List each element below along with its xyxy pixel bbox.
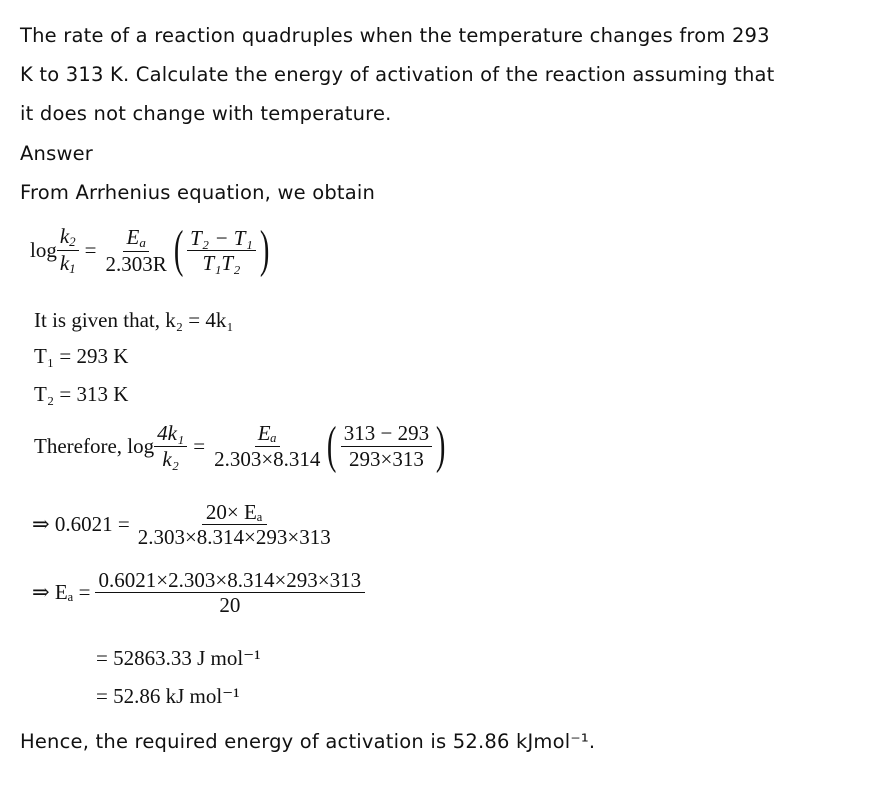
conclusion-text: Hence, the required energy of activation is 52.86 kJmol⁻¹. bbox=[20, 730, 596, 753]
question-line-1: The rate of a reaction quadruples when the temperature changes from 293 bbox=[20, 24, 770, 47]
therefore-log: Therefore, log bbox=[34, 433, 155, 458]
question-line-2: K to 313 K. Calculate the energy of activation of the reaction assuming that bbox=[20, 63, 775, 86]
eq4-numerator: 0.6021×2.303×8.314×293×313 bbox=[95, 568, 366, 593]
temperature-term: ( $\frac{\text{T₂ − T₁}}{\text{T₁T₂}}$ ) bbox=[173, 221, 270, 279]
temp-diff-values: 313 − 293 bbox=[341, 421, 432, 446]
k-ratio-denominator: k₂ bbox=[162, 446, 179, 471]
ea-denominator: 2.303R bbox=[105, 251, 167, 276]
eq4-denominator: 20 bbox=[219, 593, 241, 618]
ea-fraction: $\frac{E_a}{2.303R}$ bbox=[103, 225, 170, 276]
ea-symbol: E bbox=[126, 224, 140, 249]
given-t1: T₁ = 293 K bbox=[34, 344, 129, 368]
temp-product: T₁T₂ bbox=[202, 250, 241, 275]
given-t2: T₂ = 313 K bbox=[34, 382, 129, 406]
answer-label: Answer bbox=[20, 142, 94, 165]
log-label: log bbox=[30, 237, 57, 262]
temp-difference: T₂ − T₁ bbox=[187, 226, 256, 251]
log-value-equation bbox=[32, 500, 335, 549]
ea-constants: 2.303×8.314 bbox=[214, 446, 321, 471]
log-value-lhs: ⇒ 0.6021 = bbox=[32, 512, 130, 537]
question-line-3: it does not change with temperature. bbox=[20, 102, 392, 125]
eq3-numerator: 20× Eₐ bbox=[202, 500, 267, 525]
temp-product-values: 293×313 bbox=[349, 446, 424, 471]
result-kilojoules: = 52.86 kJ mol⁻¹ bbox=[96, 684, 240, 708]
k-ratio-numerator: 4k₁ bbox=[154, 421, 187, 446]
k2-symbol: $k_2$ bbox=[57, 224, 79, 251]
eq3-denominator: 2.303×8.314×293×313 bbox=[137, 525, 331, 550]
k-ratio bbox=[57, 224, 79, 277]
ea-numerator: Eₐ bbox=[255, 421, 280, 446]
intro-text: From Arrhenius equation, we obtain bbox=[20, 181, 376, 204]
k1-symbol: $k_1$ bbox=[59, 250, 76, 276]
ea-lhs: ⇒ Eₐ = bbox=[32, 580, 91, 605]
given-statement: It is given that, k₂ = 4k₁ bbox=[34, 308, 234, 332]
substituted-equation: Therefore, log $\frac{\text{4k₁}}{\text{k₂}}$ = $\frac{\text{Eₐ}}{2.303\times 8.314}$ ( $\frac{313 - 293}{293\times 313}$ ) bbox=[34, 417, 446, 474]
arrhenius-equation: log $\frac{k_2}{k_1}$ = $\frac{E_a}{2.303R}$ ( $\frac{\text{T₂ − T₁}}{\text{T₁T₂}}$ ) bbox=[30, 224, 273, 277]
ea-solution-equation bbox=[32, 568, 365, 617]
result-joules: = 52863.33 J mol⁻¹ bbox=[96, 646, 261, 670]
